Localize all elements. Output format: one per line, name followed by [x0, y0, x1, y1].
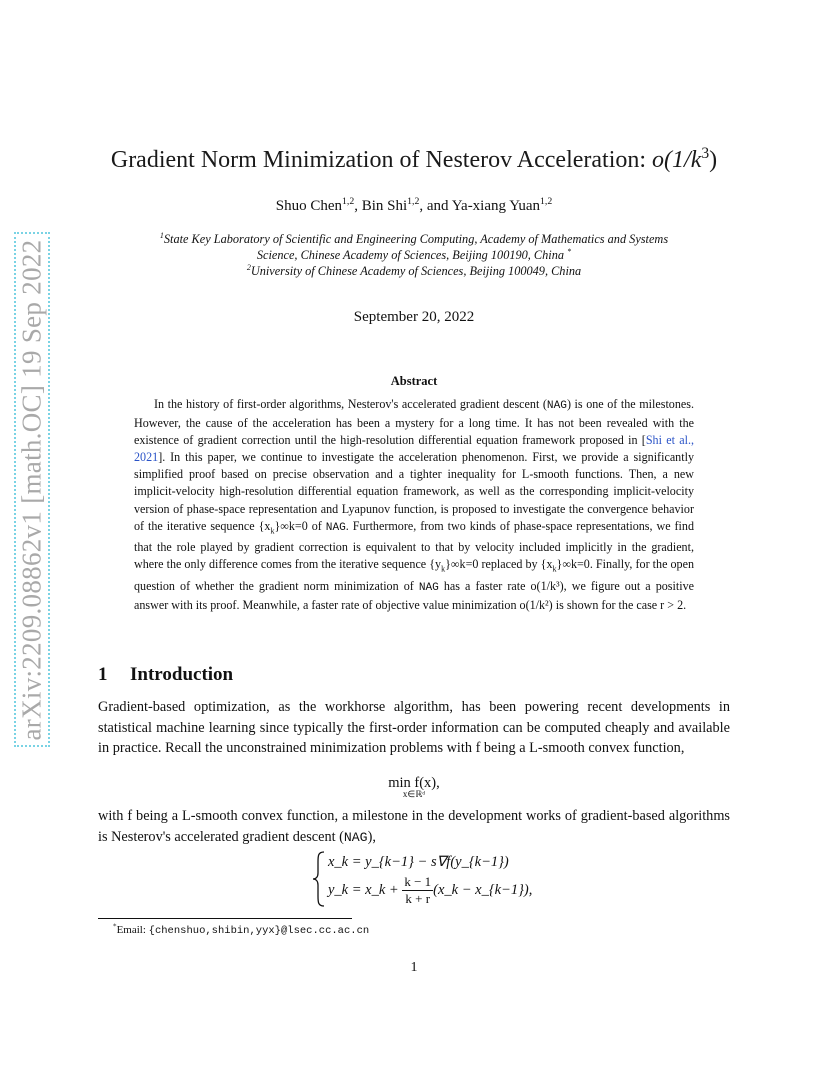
affil-line: University of Chinese Academy of Sciences, Beijing 100049, China	[250, 264, 582, 278]
arxiv-stamp[interactable]: arXiv:2209.08862v1 [math.OC] 19 Sep 2022	[16, 239, 47, 741]
citation-link[interactable]: Shi et al., 2021	[134, 433, 694, 465]
abstract-text: }∞k=0 replaced by {x	[445, 557, 553, 572]
page-number: 1	[410, 960, 418, 975]
author-separator: , and	[419, 198, 452, 214]
affil-mark: 2	[246, 262, 251, 272]
abstract-text: ) is one of the milestones. However, the cause of the acceleration has been a mystery for a long time. It has not been revealed with the existence of gradient correction until the high-resolution differential equation framework proposed in [	[134, 397, 695, 448]
equation-text: min f(x),	[388, 775, 440, 791]
affil-mark: 1	[159, 230, 164, 240]
section-title: Introduction	[130, 664, 234, 685]
author-affil-mark: 1,2	[407, 196, 420, 207]
author-list	[0, 198, 828, 215]
nag-acronym: NAG	[343, 829, 368, 845]
title-rate-exp: 3	[701, 145, 710, 162]
title-text: Gradient Norm Minimization of Nesterov Acceleration:	[110, 147, 653, 173]
abstract-text: }∞k=0. Finally, for the open question of whether the gradient norm minimization of	[134, 557, 694, 593]
affiliation-1	[0, 232, 828, 247]
footnote-divider	[98, 918, 352, 919]
title-rate-close: )	[709, 147, 718, 173]
affiliation-1-cont	[0, 248, 828, 263]
nag-acronym: NAG	[325, 521, 346, 534]
nag-equation-line-2	[328, 874, 532, 907]
author-affil-mark: 1,2	[540, 196, 553, 207]
equation-subscript: x∈ℝᵈ	[402, 789, 426, 799]
footnote-mark: *	[113, 922, 117, 931]
footnote-label: Email:	[116, 924, 149, 936]
title-rate: o(1/k	[652, 147, 702, 173]
abstract-text: In the history of first-order algorithms, Nesterov's accelerated gradient descent (	[154, 397, 547, 411]
section-number: 1	[98, 664, 108, 685]
nag-equation-line-1: x_k = y_{k−1} − s∇f(y_{k−1})	[328, 854, 509, 870]
footnote-email: {chenshuo,shibin,yyx}@lsec.cc.ac.cn	[148, 925, 370, 937]
paper-title	[0, 147, 828, 174]
fraction-numerator: k − 1	[404, 874, 432, 889]
paper-date: September 20, 2022	[353, 309, 475, 325]
nag-acronym: NAG	[418, 581, 439, 594]
fraction	[402, 874, 433, 907]
affil-line: State Key Laboratory of Scientific and Engineering Computing, Academy of Mathematics and Systems	[163, 232, 669, 246]
paragraph-text: with f being a L-smooth convex function, a milestone in the development works of gradient-based algorithms is Nesterov's accelerated gradient descent (	[98, 808, 730, 845]
affil-line: Science, Chinese Academy of Sciences, Beijing 100190, China	[256, 248, 565, 262]
author-name: Ya-xiang Yuan	[451, 198, 541, 214]
author-name: Bin Shi	[361, 198, 408, 214]
abstract-body: In the history of first-order algorithms, Nesterov's accelerated gradient descent (NAG) is one of the milestones. However, the cause of the acceleration has been a mystery for a long time. It has not been revealed with the existence of gradient correction until the high-resolution differential equation framework proposed in [Shi et al., 2021]. In this paper, we continue to investigate the acceleration phenomenon. First, we provide a significantly simplified proof based on precise observation and a tighter inequality for L-smooth functions. Then, a new implicit-velocity high-resolution differential equation framework, as well as the corresponding implicit-velocity version of phase-space representation and Lyapunov function, is proposed to investigate the convergence behavior of the iterative sequence $\{x_k\}\infty k=0$ of NAG. Furthermore, from two kinds of phase-space representations, we find that the role played by gradient correction is equivalent to that by velocity included implicitly in the gradient, where the only difference comes from the iterative sequence $\{y_k\}\infty k=0$ replaced by $\{x_k\}\infty k=0$. Finally, for the open question of whether the gradient norm minimization of NAG has a faster rate o(1/k³), we figure out a positive answer with its proof. Meanwhile, a faster rate of objective value minimization o(1/k²) is shown for the case r > 2.	[134, 397, 695, 612]
section-heading	[98, 664, 233, 686]
equation-text: y_k = x_k +	[328, 881, 403, 898]
author-name: Shuo Chen	[275, 198, 343, 214]
abstract-text: . Furthermore, from two kinds of phase-space representations, we find that the role played by gradient correction is equivalent to that by velocity included implicitly in the gradient, where the only difference comes from the iterative sequence {y	[134, 518, 695, 572]
fraction-denominator: k + r	[405, 891, 431, 906]
intro-paragraph: Gradient-based optimization, as the workhorse algorithm, has been powering recent developments in statistical machine learning since typically the first-order information can be computed cheaply and available in practice. Recall the unconstrained minimization problems with f being a L-smooth convex function,	[98, 699, 730, 756]
footnote	[113, 924, 369, 937]
author-affil-mark: 1,2	[342, 196, 355, 207]
abstract-text: }∞k=0 of	[274, 518, 326, 533]
footnote-mark: *	[567, 246, 572, 256]
paragraph-text: ),	[367, 828, 376, 845]
equation-text: (x_k − x_{k−1}),	[433, 881, 533, 898]
equation-min	[0, 775, 828, 800]
abstract-heading: Abstract	[390, 374, 438, 388]
affiliation-2	[0, 264, 828, 279]
author-separator: ,	[354, 198, 362, 214]
nag-acronym: NAG	[546, 400, 567, 412]
left-brace-icon	[312, 850, 326, 908]
intro-paragraph-2	[98, 806, 730, 848]
abstract-text: ]. In this paper, we continue to investigate the acceleration phenomenon. First, we provide a significantly simplified proof based on precise observation and a tighter inequality for L-smooth functions. Then, a new implicit-velocity high-resolution differential equation framework, as well as the corresponding implicit-velocity version of phase-space representation and Lyapunov function, is proposed to investigate the convergence behavior of the iterative sequence {x	[134, 450, 694, 533]
abstract-text: has a faster rate o(1/k³), we figure out a positive answer with its proof. Meanwhile, a faster rate of objective value minimization o(1/k²) is shown for the case r > 2.	[134, 578, 694, 612]
